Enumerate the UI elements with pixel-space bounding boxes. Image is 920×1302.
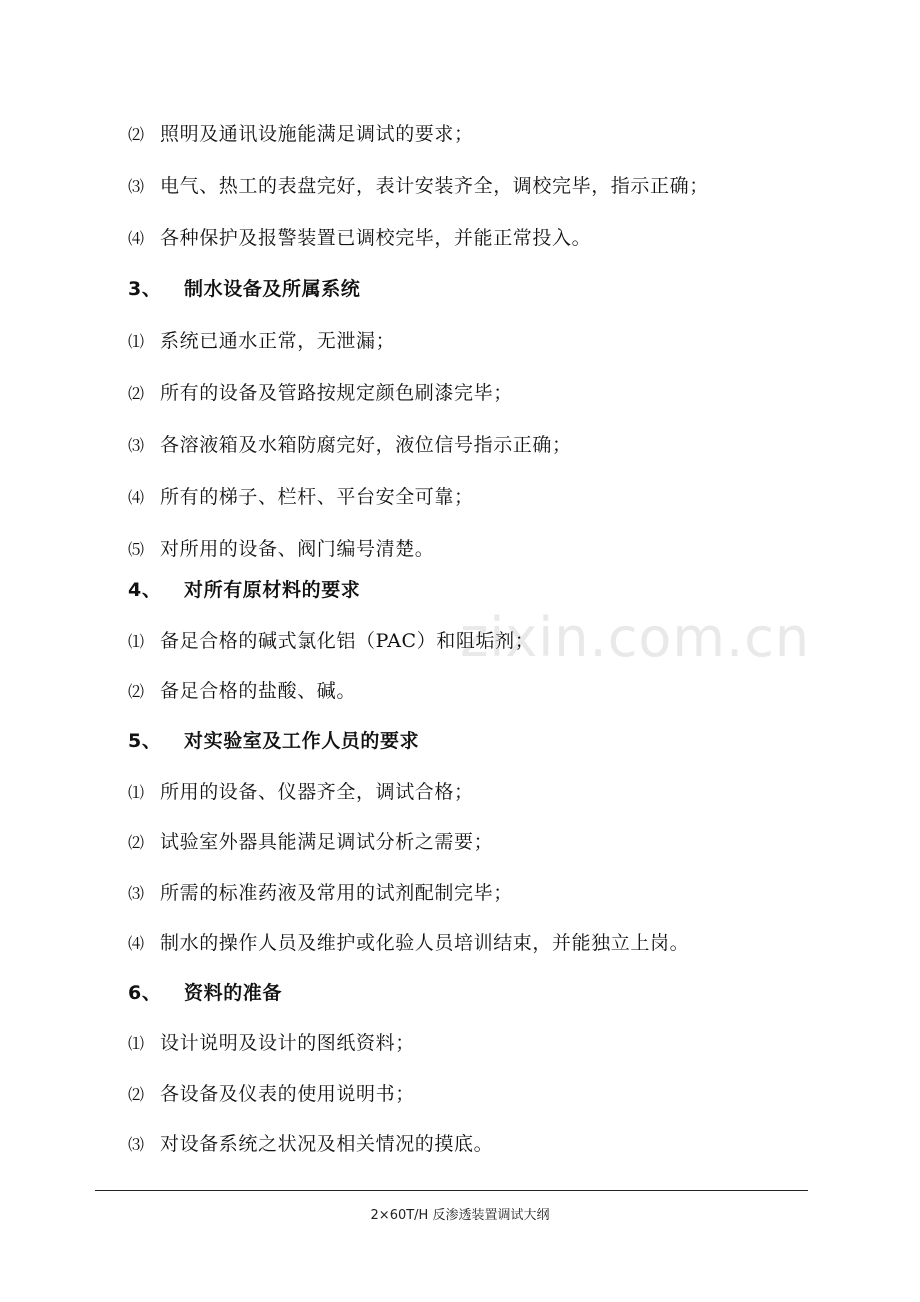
section-heading (128, 277, 360, 301)
item-number: ⑷ (128, 229, 145, 248)
item-number: ⑵ (128, 384, 145, 403)
item-text: 系统已通水正常，无泄漏； (160, 330, 396, 352)
item-number: ⑵ (128, 1085, 145, 1104)
watermark: zixin.com.cn (460, 606, 811, 669)
item-number: ⑴ (128, 332, 145, 351)
section-heading (128, 578, 360, 602)
list-item (128, 881, 513, 906)
item-number: ⑵ (128, 833, 145, 852)
item-number: ⑶ (128, 884, 145, 903)
list-item (128, 329, 395, 354)
item-text: 对设备系统之状况及相关情况的摸底。 (160, 1133, 494, 1155)
list-item (128, 1082, 415, 1107)
section-heading (128, 981, 282, 1005)
item-number: ⑸ (128, 540, 145, 559)
page-footer: 2×60T/H 反渗透装置调试大纲 (370, 1208, 550, 1223)
item-text: 各设备及仪表的使用说明书； (160, 1083, 415, 1105)
item-text: 所有的设备及管路按规定颜色刷漆完毕； (160, 382, 513, 404)
list-item (128, 381, 513, 406)
item-text: 备足合格的碱式氯化铝（PAC）和阻垢剂； (160, 630, 535, 652)
item-number: ⑴ (128, 1034, 145, 1053)
list-item (128, 780, 474, 805)
list-item (128, 830, 493, 855)
list-item (128, 679, 356, 704)
item-text: 所需的标准药液及常用的试剂配制完毕； (160, 882, 513, 904)
section-number: 5、 (128, 730, 162, 752)
section-title: 对实验室及工作人员的要求 (184, 730, 420, 752)
item-text: 备足合格的盐酸、碱。 (160, 680, 357, 702)
item-text: 设计说明及设计的图纸资料； (160, 1032, 415, 1054)
list-item (128, 226, 591, 251)
item-text: 试验室外器具能满足调试分析之需要； (160, 831, 494, 853)
list-item (128, 122, 474, 147)
item-number: ⑴ (128, 783, 145, 802)
item-text: 各溶液箱及水箱防腐完好，液位信号指示正确； (160, 434, 572, 456)
section-heading (128, 729, 419, 753)
section-title: 对所有原材料的要求 (184, 579, 361, 601)
list-item (128, 174, 709, 199)
item-number: ⑴ (128, 632, 145, 651)
footer-divider (95, 1190, 808, 1191)
item-text: 所有的梯子、栏杆、平台安全可靠； (160, 486, 474, 508)
section-title: 制水设备及所属系统 (184, 278, 361, 300)
item-number: ⑷ (128, 934, 145, 953)
section-number: 6、 (128, 982, 162, 1004)
item-number: ⑵ (128, 125, 145, 144)
item-number: ⑵ (128, 682, 145, 701)
section-title: 资料的准备 (184, 982, 283, 1004)
section-number: 3、 (128, 278, 162, 300)
item-text: 照明及通讯设施能满足调试的要求； (160, 123, 474, 145)
list-item (128, 1031, 415, 1056)
item-text: 对所用的设备、阀门编号清楚。 (160, 538, 435, 560)
item-number: ⑶ (128, 177, 145, 196)
item-number: ⑶ (128, 1135, 145, 1154)
list-item (128, 485, 474, 510)
list-item (128, 931, 689, 956)
item-text: 所用的设备、仪器齐全，调试合格； (160, 781, 474, 803)
item-number: ⑶ (128, 436, 145, 455)
list-item (128, 433, 572, 458)
item-text: 电气、热工的表盘完好，表计安装齐全，调校完毕，指示正确； (160, 175, 709, 197)
list-item (128, 1132, 493, 1157)
list-item (128, 629, 534, 654)
section-number: 4、 (128, 579, 162, 601)
item-number: ⑷ (128, 488, 145, 507)
item-text: 各种保护及报警装置已调校完毕，并能正常投入。 (160, 227, 592, 249)
list-item (128, 537, 434, 562)
item-text: 制水的操作人员及维护或化验人员培训结束，并能独立上岗。 (160, 932, 690, 954)
